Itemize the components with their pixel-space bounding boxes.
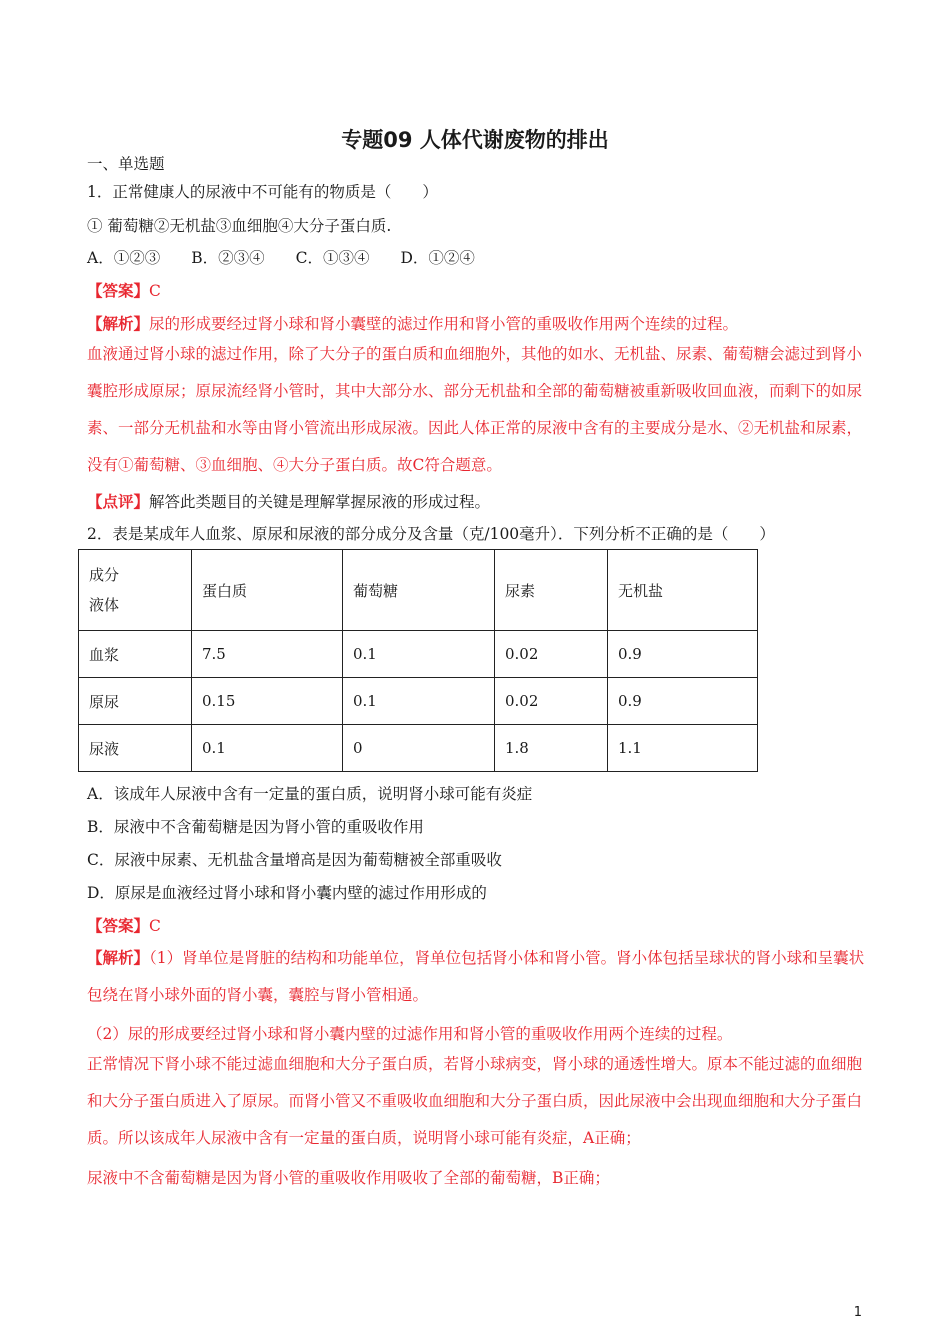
q2-analysis-4: 尿液中不含葡萄糖是因为肾小管的重吸收作用吸收了全部的葡萄糖，B正确； (87, 1169, 610, 1187)
q2-stem: 2．表是某成年人血浆、原尿和尿液的部分成分及含量（克/100毫升）．下列分析不正确的是（ ） (87, 525, 775, 543)
table-cell: 0.9 (608, 631, 758, 678)
analysis-text: 尿的形成要经过肾小球和肾小囊壁的滤过作用和肾小管的重吸收作用两个连续的过程。 (149, 315, 739, 333)
table-row (79, 678, 758, 725)
row-label: 尿液 (79, 725, 192, 772)
q1-items: ① 葡萄糖②无机盐③血细胞④大分子蛋白质. (87, 217, 392, 235)
table-cell: 0.9 (608, 678, 758, 725)
header-cell: 葡萄糖 (343, 550, 495, 631)
q1-options: A．①②③ B．②③④ C．①③④ D．①②④ (87, 249, 475, 267)
answer-value: C (149, 917, 161, 935)
table-cell: 1.1 (608, 725, 758, 772)
table-cell: 7.5 (192, 631, 343, 678)
header-cell: 无机盐 (608, 550, 758, 631)
section-heading: 一、单选题 (87, 155, 165, 173)
q1-stem: 1．正常健康人的尿液中不可能有的物质是（ ） (87, 183, 438, 201)
table-cell: 0.1 (343, 631, 495, 678)
table-cell: 0.1 (192, 725, 343, 772)
table-cell: 0.15 (192, 678, 343, 725)
table-corner-cell (79, 550, 192, 631)
table-row (79, 631, 758, 678)
q1-analysis-first (87, 312, 738, 334)
q2-analysis-3: 正常情况下肾小球不能过滤血细胞和大分子蛋白质，若肾小球病变，肾小球的通透性增大。原本不能过滤的血细胞和大分子蛋白质进入了原尿。而肾小管又不重吸收血细胞和大分子蛋白质，因此尿液中会出现血细胞和大分子蛋白质。所以该成年人尿液中含有一定量的蛋白质，说明肾小球可能有炎症，A正确； (87, 1055, 863, 1147)
header-cell: 尿素 (495, 550, 608, 631)
analysis-tag: 【解析】 (87, 314, 150, 333)
q1-comment (87, 490, 490, 512)
q2-option-a: A．该成年人尿液中含有一定量的蛋白质，说明肾小球可能有炎症 (87, 785, 533, 803)
answer-tag: 【答案】 (87, 916, 150, 935)
comment-text: 解答此类题目的关键是理解掌握尿液的形成过程。 (149, 493, 491, 511)
corner-top: 成分 (89, 566, 120, 584)
q2-answer (87, 914, 161, 936)
q2-option-b: B．尿液中不含葡萄糖是因为肾小管的重吸收作用 (87, 818, 424, 836)
table-row (79, 725, 758, 772)
table-cell: 1.8 (495, 725, 608, 772)
q2-option-d: D．原尿是血液经过肾小球和肾小囊内壁的滤过作用形成的 (87, 884, 487, 902)
q2-analysis-2: （2）尿的形成要经过肾小球和肾小囊内壁的过滤作用和肾小管的重吸收作用两个连续的过程。 (87, 1025, 733, 1043)
table-cell: 0 (343, 725, 495, 772)
table-cell: 0.1 (343, 678, 495, 725)
table-cell: 0.02 (495, 678, 608, 725)
corner-bottom: 液体 (89, 596, 120, 614)
comment-tag: 【点评】 (87, 492, 150, 511)
header-cell: 蛋白质 (192, 550, 343, 631)
row-label: 原尿 (79, 678, 192, 725)
q1-answer (87, 279, 161, 301)
analysis-tag: 【解析】 (87, 948, 150, 967)
q1-analysis-paragraph: 血液通过肾小球的滤过作用，除了大分子的蛋白质和血细胞外，其他的如水、无机盐、尿素、葡萄糖会滤过到肾小囊腔形成原尿；原尿流经肾小管时，其中大部分水、部分无机盐和全部的葡萄糖被重新吸收回血液，而剩下的如尿素、一部分无机盐和水等由肾小管流出形成尿液。因此人体正常的尿液中含有的主要成分是水、②无机盐和尿素，没有①葡萄糖、③血细胞、④大分子蛋白质。故C符合题意。 (87, 345, 863, 474)
q2-analysis-1 (87, 939, 867, 1014)
page-title: 专题09 人体代谢废物的排出 (341, 128, 609, 152)
answer-value: C (149, 282, 161, 300)
page-number: 1 (853, 1305, 862, 1320)
row-label: 血浆 (79, 631, 192, 678)
table-cell: 0.02 (495, 631, 608, 678)
answer-tag: 【答案】 (87, 281, 150, 300)
composition-table (78, 549, 758, 772)
table-header-row (79, 550, 758, 631)
q2-option-c: C．尿液中尿素、无机盐含量增高是因为葡萄糖被全部重吸收 (87, 851, 502, 869)
analysis-text: （1）肾单位是肾脏的结构和功能单位，肾单位包括肾小体和肾小管。肾小体包括呈球状的肾小球和呈囊状包绕在肾小球外面的肾小囊，囊腔与肾小管相通。 (87, 949, 865, 1004)
